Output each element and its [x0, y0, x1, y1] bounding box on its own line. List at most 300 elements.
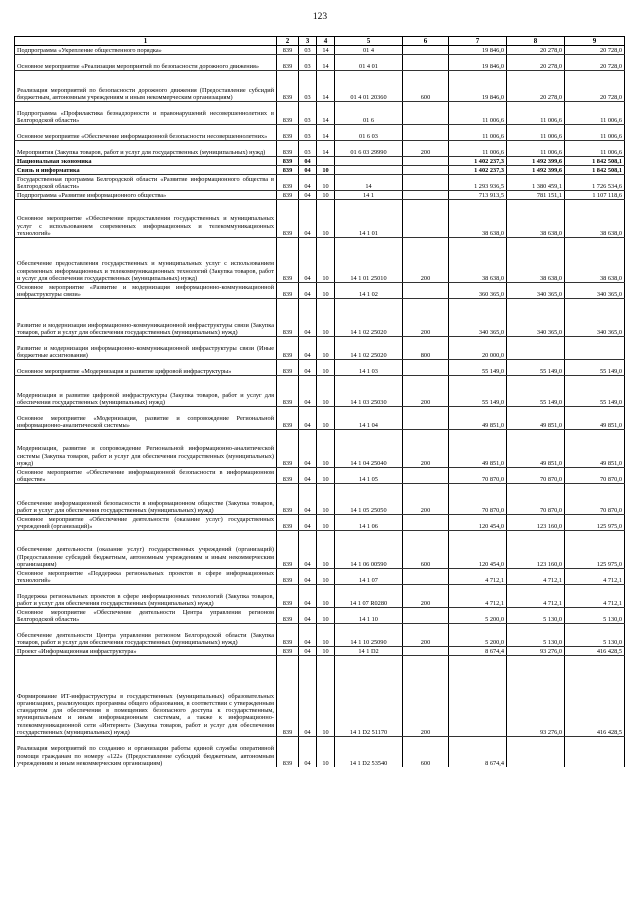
header-cell: 4: [317, 37, 335, 46]
amount-year-3: 11 006,6: [565, 125, 625, 141]
amount-year-1: 11 006,6: [449, 102, 507, 125]
code-section: 04: [299, 515, 317, 531]
row-name: Национальная экономика: [15, 157, 277, 166]
table-row: [15, 430, 625, 468]
table-row: [15, 191, 625, 200]
code-expense-type: [403, 515, 449, 531]
code-target-article: 14 1 05 25050: [335, 484, 403, 515]
amount-year-1: 49 851,0: [449, 430, 507, 468]
code-section: 04: [299, 360, 317, 376]
table-row: [15, 407, 625, 430]
code-ministry: 839: [277, 337, 299, 360]
code-expense-type: 800: [403, 337, 449, 360]
amount-year-2: 1 380 459,1: [507, 175, 565, 191]
row-name: Поддержка региональных проектов в сфере информационных технологий (Закупка товаров, работ и услуг для обеспечения государственных (муниципальных) нужд): [15, 585, 277, 608]
table-row: [15, 141, 625, 157]
code-section: 04: [299, 407, 317, 430]
header-cell: 2: [277, 37, 299, 46]
header-cell: 5: [335, 37, 403, 46]
code-expense-type: [403, 125, 449, 141]
code-target-article: 14 1 06 00590: [335, 531, 403, 569]
row-name: Основное мероприятие «Обеспечение деятельности (оказание услуг) государственных учреждений (организаций)»: [15, 515, 277, 531]
code-subsection: 10: [317, 376, 335, 407]
code-ministry: 839: [277, 484, 299, 515]
table-row: [15, 125, 625, 141]
code-subsection: 10: [317, 515, 335, 531]
code-ministry: 839: [277, 569, 299, 585]
amount-year-2: 70 870,0: [507, 484, 565, 515]
code-expense-type: [403, 647, 449, 656]
amount-year-1: 49 851,0: [449, 407, 507, 430]
amount-year-2: 38 638,0: [507, 238, 565, 283]
code-subsection: 14: [317, 102, 335, 125]
amount-year-2: 5 130,0: [507, 624, 565, 647]
table-row: [15, 585, 625, 608]
code-expense-type: [403, 468, 449, 484]
code-target-article: 14 1 02: [335, 283, 403, 299]
amount-year-2: 49 851,0: [507, 407, 565, 430]
amount-year-3: 11 006,6: [565, 102, 625, 125]
code-section: 03: [299, 141, 317, 157]
code-section: 03: [299, 125, 317, 141]
amount-year-1: [449, 656, 507, 737]
code-section: 04: [299, 737, 317, 768]
code-target-article: 01 4 01 20360: [335, 71, 403, 102]
amount-year-1: 55 149,0: [449, 360, 507, 376]
table-row: [15, 624, 625, 647]
code-target-article: 14 1 06: [335, 515, 403, 531]
row-name: Обеспечение информационной безопасности в информационном обществе (Закупка товаров, работ и услуг для обеспечения государственных (муниципальных) нужд): [15, 484, 277, 515]
code-section: 04: [299, 608, 317, 624]
code-expense-type: [403, 175, 449, 191]
code-subsection: 10: [317, 608, 335, 624]
amount-year-3: 5 130,0: [565, 608, 625, 624]
row-name: Подпрограмма «Укрепление общественного порядка»: [15, 46, 277, 55]
code-target-article: 01 6 03 29990: [335, 141, 403, 157]
row-name: Развитие и модернизация информационно-коммуникационной инфраструктуры связи (Иные бюджетные ассигнования): [15, 337, 277, 360]
amount-year-1: 11 006,6: [449, 141, 507, 157]
code-target-article: 14: [335, 175, 403, 191]
code-section: 03: [299, 102, 317, 125]
table-row: [15, 376, 625, 407]
row-name: Основное мероприятие «Модернизация, развитие и сопровождение Региональной информационно-аналитической системы»: [15, 407, 277, 430]
code-subsection: 10: [317, 175, 335, 191]
code-subsection: 14: [317, 141, 335, 157]
table-row: [15, 283, 625, 299]
code-target-article: 14 1 02 25020: [335, 299, 403, 337]
amount-year-1: 340 365,0: [449, 299, 507, 337]
table-row: [15, 737, 625, 768]
amount-year-3: 20 728,0: [565, 55, 625, 71]
amount-year-2: 781 151,1: [507, 191, 565, 200]
code-expense-type: 600: [403, 71, 449, 102]
code-section: 04: [299, 157, 317, 166]
code-expense-type: [403, 46, 449, 55]
table-row: [15, 166, 625, 175]
amount-year-3: 38 638,0: [565, 200, 625, 238]
code-section: 04: [299, 337, 317, 360]
code-target-article: 14 1 07 R0280: [335, 585, 403, 608]
code-section: 04: [299, 166, 317, 175]
row-name: Связь и информатика: [15, 166, 277, 175]
code-section: 04: [299, 200, 317, 238]
code-section: 04: [299, 376, 317, 407]
code-subsection: 10: [317, 299, 335, 337]
code-ministry: 839: [277, 157, 299, 166]
code-expense-type: [403, 407, 449, 430]
amount-year-1: 4 712,1: [449, 569, 507, 585]
code-ministry: 839: [277, 624, 299, 647]
amount-year-2: 93 276,0: [507, 647, 565, 656]
code-subsection: 14: [317, 46, 335, 55]
table-row: [15, 157, 625, 166]
amount-year-2: 55 149,0: [507, 376, 565, 407]
amount-year-3: 125 975,0: [565, 515, 625, 531]
code-subsection: 10: [317, 656, 335, 737]
code-expense-type: 200: [403, 624, 449, 647]
amount-year-3: 20 728,0: [565, 71, 625, 102]
code-section: 04: [299, 468, 317, 484]
code-ministry: 839: [277, 468, 299, 484]
amount-year-1: 19 846,0: [449, 71, 507, 102]
amount-year-3: 11 006,6: [565, 141, 625, 157]
amount-year-3: 340 365,0: [565, 299, 625, 337]
row-name: Обеспечение предоставления государственных и муниципальных услуг с использованием современных информационных и телекоммуникационных технологий (Закупка товаров, работ и услуг для обеспечения государственных (муниципальных) нужд): [15, 238, 277, 283]
code-subsection: 10: [317, 283, 335, 299]
code-ministry: 839: [277, 656, 299, 737]
code-subsection: 10: [317, 647, 335, 656]
row-name: Модернизация, развитие и сопровождение Региональной информационно-аналитической системы (Закупка товаров, работ и услуг для обеспечения государственных (муниципальных) нужд): [15, 430, 277, 468]
table-row: [15, 608, 625, 624]
amount-year-2: [507, 737, 565, 768]
row-name: Государственная программа Белгородской области «Развитие информационного общества в Белгородской области»: [15, 175, 277, 191]
code-expense-type: [403, 55, 449, 71]
amount-year-1: 70 870,0: [449, 484, 507, 515]
code-section: 04: [299, 191, 317, 200]
code-ministry: 839: [277, 166, 299, 175]
amount-year-2: 4 712,1: [507, 585, 565, 608]
amount-year-3: 49 851,0: [565, 430, 625, 468]
amount-year-1: 120 454,0: [449, 515, 507, 531]
amount-year-2: 1 492 399,6: [507, 157, 565, 166]
amount-year-3: 70 870,0: [565, 484, 625, 515]
amount-year-3: 416 428,5: [565, 656, 625, 737]
code-target-article: 14 1 10: [335, 608, 403, 624]
amount-year-1: 8 674,4: [449, 647, 507, 656]
amount-year-2: 55 149,0: [507, 360, 565, 376]
table-row: [15, 71, 625, 102]
amount-year-3: 49 851,0: [565, 407, 625, 430]
amount-year-1: 55 149,0: [449, 376, 507, 407]
code-section: 04: [299, 624, 317, 647]
code-expense-type: 200: [403, 238, 449, 283]
amount-year-3: 340 365,0: [565, 283, 625, 299]
amount-year-3: [565, 737, 625, 768]
row-name: Основное мероприятие «Обеспечение информационной безопасности несовершеннолетних»: [15, 125, 277, 141]
code-ministry: 839: [277, 125, 299, 141]
amount-year-3: 4 712,1: [565, 569, 625, 585]
amount-year-1: 1 402 237,3: [449, 157, 507, 166]
code-subsection: 10: [317, 200, 335, 238]
code-ministry: 839: [277, 238, 299, 283]
row-name: Реализация мероприятий по созданию и организации работы единой службы оперативной помощи гражданам по номеру «122» (Предоставление субсидий бюджетным, автономным учреждениям и иным некоммерческим организациям): [15, 737, 277, 768]
code-section: 04: [299, 531, 317, 569]
code-subsection: 10: [317, 191, 335, 200]
code-expense-type: [403, 283, 449, 299]
code-target-article: 14 1 D2: [335, 647, 403, 656]
amount-year-1: 38 638,0: [449, 238, 507, 283]
amount-year-2: 11 006,6: [507, 102, 565, 125]
code-ministry: 839: [277, 141, 299, 157]
amount-year-1: 70 870,0: [449, 468, 507, 484]
table-row: [15, 484, 625, 515]
code-subsection: 10: [317, 337, 335, 360]
code-target-article: 01 6: [335, 102, 403, 125]
code-target-article: 14 1 02 25020: [335, 337, 403, 360]
amount-year-3: 20 728,0: [565, 46, 625, 55]
table-row: [15, 299, 625, 337]
code-section: 04: [299, 175, 317, 191]
amount-year-1: 1 402 237,3: [449, 166, 507, 175]
code-expense-type: 600: [403, 737, 449, 768]
code-expense-type: [403, 569, 449, 585]
amount-year-2: 93 276,0: [507, 656, 565, 737]
code-subsection: 10: [317, 624, 335, 647]
code-ministry: 839: [277, 647, 299, 656]
amount-year-1: 713 913,5: [449, 191, 507, 200]
amount-year-3: [565, 337, 625, 360]
code-target-article: 14 1 01: [335, 200, 403, 238]
amount-year-1: 4 712,1: [449, 585, 507, 608]
amount-year-1: 5 200,0: [449, 624, 507, 647]
code-subsection: 10: [317, 238, 335, 283]
code-subsection: 10: [317, 585, 335, 608]
row-name: Основное мероприятие «Обеспечение предоставления государственных и муниципальных услуг с использованием современных информационных и телекоммуникационных технологий»: [15, 200, 277, 238]
amount-year-3: 1 842 508,1: [565, 157, 625, 166]
code-subsection: 10: [317, 484, 335, 515]
header-cell: 6: [403, 37, 449, 46]
row-name: Подпрограмма «Развитие информационного общества»: [15, 191, 277, 200]
code-expense-type: 200: [403, 484, 449, 515]
row-name: Основное мероприятие «Реализация мероприятий по безопасности дорожного движения»: [15, 55, 277, 71]
code-section: 03: [299, 46, 317, 55]
amount-year-3: 1 726 534,6: [565, 175, 625, 191]
amount-year-1: 19 846,0: [449, 46, 507, 55]
amount-year-3: 1 107 118,6: [565, 191, 625, 200]
code-subsection: 10: [317, 430, 335, 468]
amount-year-1: 11 006,6: [449, 125, 507, 141]
code-section: 04: [299, 238, 317, 283]
page-number: 123: [312, 12, 328, 22]
amount-year-3: 416 428,5: [565, 647, 625, 656]
table-row: [15, 238, 625, 283]
code-subsection: 10: [317, 569, 335, 585]
amount-year-3: 5 130,0: [565, 624, 625, 647]
code-expense-type: [403, 608, 449, 624]
code-ministry: 839: [277, 46, 299, 55]
code-ministry: 839: [277, 283, 299, 299]
code-target-article: 14 1 10 25090: [335, 624, 403, 647]
code-section: 04: [299, 430, 317, 468]
amount-year-3: 4 712,1: [565, 585, 625, 608]
row-name: Основное мероприятие «Модернизация и развитие цифровой инфраструктуры»: [15, 360, 277, 376]
amount-year-2: 20 278,0: [507, 55, 565, 71]
code-target-article: [335, 157, 403, 166]
code-expense-type: [403, 191, 449, 200]
code-target-article: 14 1: [335, 191, 403, 200]
code-subsection: 14: [317, 125, 335, 141]
row-name: Основное мероприятие «Развитие и модернизация информационно-коммуникационной инфраструктуры связи»: [15, 283, 277, 299]
code-target-article: 14 1 05: [335, 468, 403, 484]
code-section: 04: [299, 283, 317, 299]
code-subsection: 14: [317, 71, 335, 102]
amount-year-1: 8 674,4: [449, 737, 507, 768]
row-name: Основное мероприятие «Обеспечение информационной безопасности в информационном обществе»: [15, 468, 277, 484]
amount-year-2: 11 006,6: [507, 141, 565, 157]
code-ministry: 839: [277, 376, 299, 407]
table-row: [15, 647, 625, 656]
table-row: [15, 337, 625, 360]
code-subsection: 14: [317, 55, 335, 71]
amount-year-2: 5 130,0: [507, 608, 565, 624]
row-name: Проект «Информационная инфраструктура»: [15, 647, 277, 656]
amount-year-2: 11 006,6: [507, 125, 565, 141]
code-section: 04: [299, 569, 317, 585]
code-expense-type: [403, 166, 449, 175]
row-name: Обеспечение деятельности Центра управления регионом Белгородской области (Закупка товаров, работ и услуг для обеспечения государственных (муниципальных) нужд): [15, 624, 277, 647]
amount-year-1: 120 454,0: [449, 531, 507, 569]
amount-year-2: 70 870,0: [507, 468, 565, 484]
header-cell: 7: [449, 37, 507, 46]
code-ministry: 839: [277, 407, 299, 430]
amount-year-3: 125 975,0: [565, 531, 625, 569]
amount-year-2: 49 851,0: [507, 430, 565, 468]
code-subsection: 10: [317, 407, 335, 430]
code-ministry: 839: [277, 175, 299, 191]
code-expense-type: 200: [403, 376, 449, 407]
table-row: [15, 102, 625, 125]
code-subsection: 10: [317, 531, 335, 569]
code-section: 04: [299, 299, 317, 337]
code-ministry: 839: [277, 360, 299, 376]
table-row: [15, 656, 625, 737]
header-cell: 9: [565, 37, 625, 46]
table-row: [15, 531, 625, 569]
amount-year-1: 38 638,0: [449, 200, 507, 238]
amount-year-3: 55 149,0: [565, 376, 625, 407]
amount-year-2: [507, 337, 565, 360]
amount-year-2: 20 278,0: [507, 71, 565, 102]
amount-year-2: 4 712,1: [507, 569, 565, 585]
table-body: [15, 46, 625, 768]
code-section: 03: [299, 55, 317, 71]
code-target-article: 14 1 01 25010: [335, 238, 403, 283]
code-subsection: 10: [317, 737, 335, 768]
code-target-article: 01 6 03: [335, 125, 403, 141]
amount-year-1: 19 846,0: [449, 55, 507, 71]
code-target-article: 14 1 04: [335, 407, 403, 430]
code-ministry: 839: [277, 55, 299, 71]
code-ministry: 839: [277, 71, 299, 102]
table-row: [15, 569, 625, 585]
table-row: [15, 468, 625, 484]
code-ministry: 839: [277, 737, 299, 768]
amount-year-2: 340 365,0: [507, 283, 565, 299]
amount-year-3: 70 870,0: [565, 468, 625, 484]
budget-table: [14, 36, 625, 767]
amount-year-2: 20 278,0: [507, 46, 565, 55]
row-name: Формирование ИТ-инфраструктуры в государственных (муниципальных) образовательных организациях, реализующих программы общего образования, в соответствии с утвержденным стандартом для обеспечения в помещениях безопасного доступа к государственным, муниципальным и иным информационным системам, а также к информационно-телекоммуникационной сети «Интернет» (Закупка товаров, работ и услуг для обеспечения государственных (муниципальных) нужд): [15, 656, 277, 737]
code-section: 03: [299, 71, 317, 102]
code-expense-type: 200: [403, 656, 449, 737]
table-row: [15, 360, 625, 376]
code-expense-type: 600: [403, 531, 449, 569]
code-subsection: 10: [317, 360, 335, 376]
code-ministry: 839: [277, 608, 299, 624]
amount-year-2: 123 160,0: [507, 531, 565, 569]
row-name: Развитие и модернизация информационно-коммуникационной инфраструктуры связи (Закупка товаров, работ и услуг для обеспечения государственных (муниципальных) нужд): [15, 299, 277, 337]
amount-year-1: 5 200,0: [449, 608, 507, 624]
code-target-article: 14 1 03: [335, 360, 403, 376]
code-expense-type: 200: [403, 430, 449, 468]
code-expense-type: 200: [403, 299, 449, 337]
code-section: 04: [299, 585, 317, 608]
code-ministry: 839: [277, 299, 299, 337]
table-row: [15, 55, 625, 71]
row-name: Обеспечение деятельности (оказание услуг) государственных учреждений (организаций) (Предоставление субсидий бюджетным, автономным учреждениям и иным некоммерческим организациям): [15, 531, 277, 569]
header-cell: 3: [299, 37, 317, 46]
code-expense-type: 200: [403, 585, 449, 608]
code-section: 04: [299, 656, 317, 737]
amount-year-2: 123 160,0: [507, 515, 565, 531]
code-target-article: 14 1 07: [335, 569, 403, 585]
amount-year-3: 1 842 508,1: [565, 166, 625, 175]
header-cell: 8: [507, 37, 565, 46]
amount-year-1: 20 000,0: [449, 337, 507, 360]
amount-year-2: 340 365,0: [507, 299, 565, 337]
code-target-article: 01 4 01: [335, 55, 403, 71]
code-subsection: [317, 157, 335, 166]
amount-year-3: 38 638,0: [565, 238, 625, 283]
code-subsection: 10: [317, 468, 335, 484]
code-ministry: 839: [277, 515, 299, 531]
code-expense-type: [403, 200, 449, 238]
code-ministry: 839: [277, 585, 299, 608]
row-name: Основное мероприятие «Поддержка региональных проектов в сфере информационных технологий»: [15, 569, 277, 585]
row-name: Модернизация и развитие цифровой инфраструктуры (Закупка товаров, работ и услуг для обеспечения государственных (муниципальных) нужд): [15, 376, 277, 407]
row-name: Основное мероприятие «Обеспечение деятельности Центра управления регионом Белгородской области»: [15, 608, 277, 624]
row-name: Мероприятия (Закупка товаров, работ и услуг для государственных (муниципальных) нужд): [15, 141, 277, 157]
code-target-article: 14 1 D2 51170: [335, 656, 403, 737]
code-section: 04: [299, 484, 317, 515]
table-row: [15, 200, 625, 238]
code-expense-type: [403, 360, 449, 376]
amount-year-1: 1 293 936,5: [449, 175, 507, 191]
code-subsection: 10: [317, 166, 335, 175]
code-expense-type: [403, 157, 449, 166]
code-target-article: 01 4: [335, 46, 403, 55]
code-expense-type: 200: [403, 141, 449, 157]
code-target-article: 14 1 03 25030: [335, 376, 403, 407]
amount-year-2: 38 638,0: [507, 200, 565, 238]
table-row: [15, 46, 625, 55]
code-ministry: 839: [277, 430, 299, 468]
code-target-article: 14 1 D2 53540: [335, 737, 403, 768]
header-cell: 1: [15, 37, 277, 46]
code-ministry: 839: [277, 531, 299, 569]
code-target-article: 14 1 04 25040: [335, 430, 403, 468]
row-name: Реализация мероприятий по безопасности дорожного движения (Предоставление субсидий бюджетным, автономным учреждениям и иным некоммерческим организациям): [15, 71, 277, 102]
